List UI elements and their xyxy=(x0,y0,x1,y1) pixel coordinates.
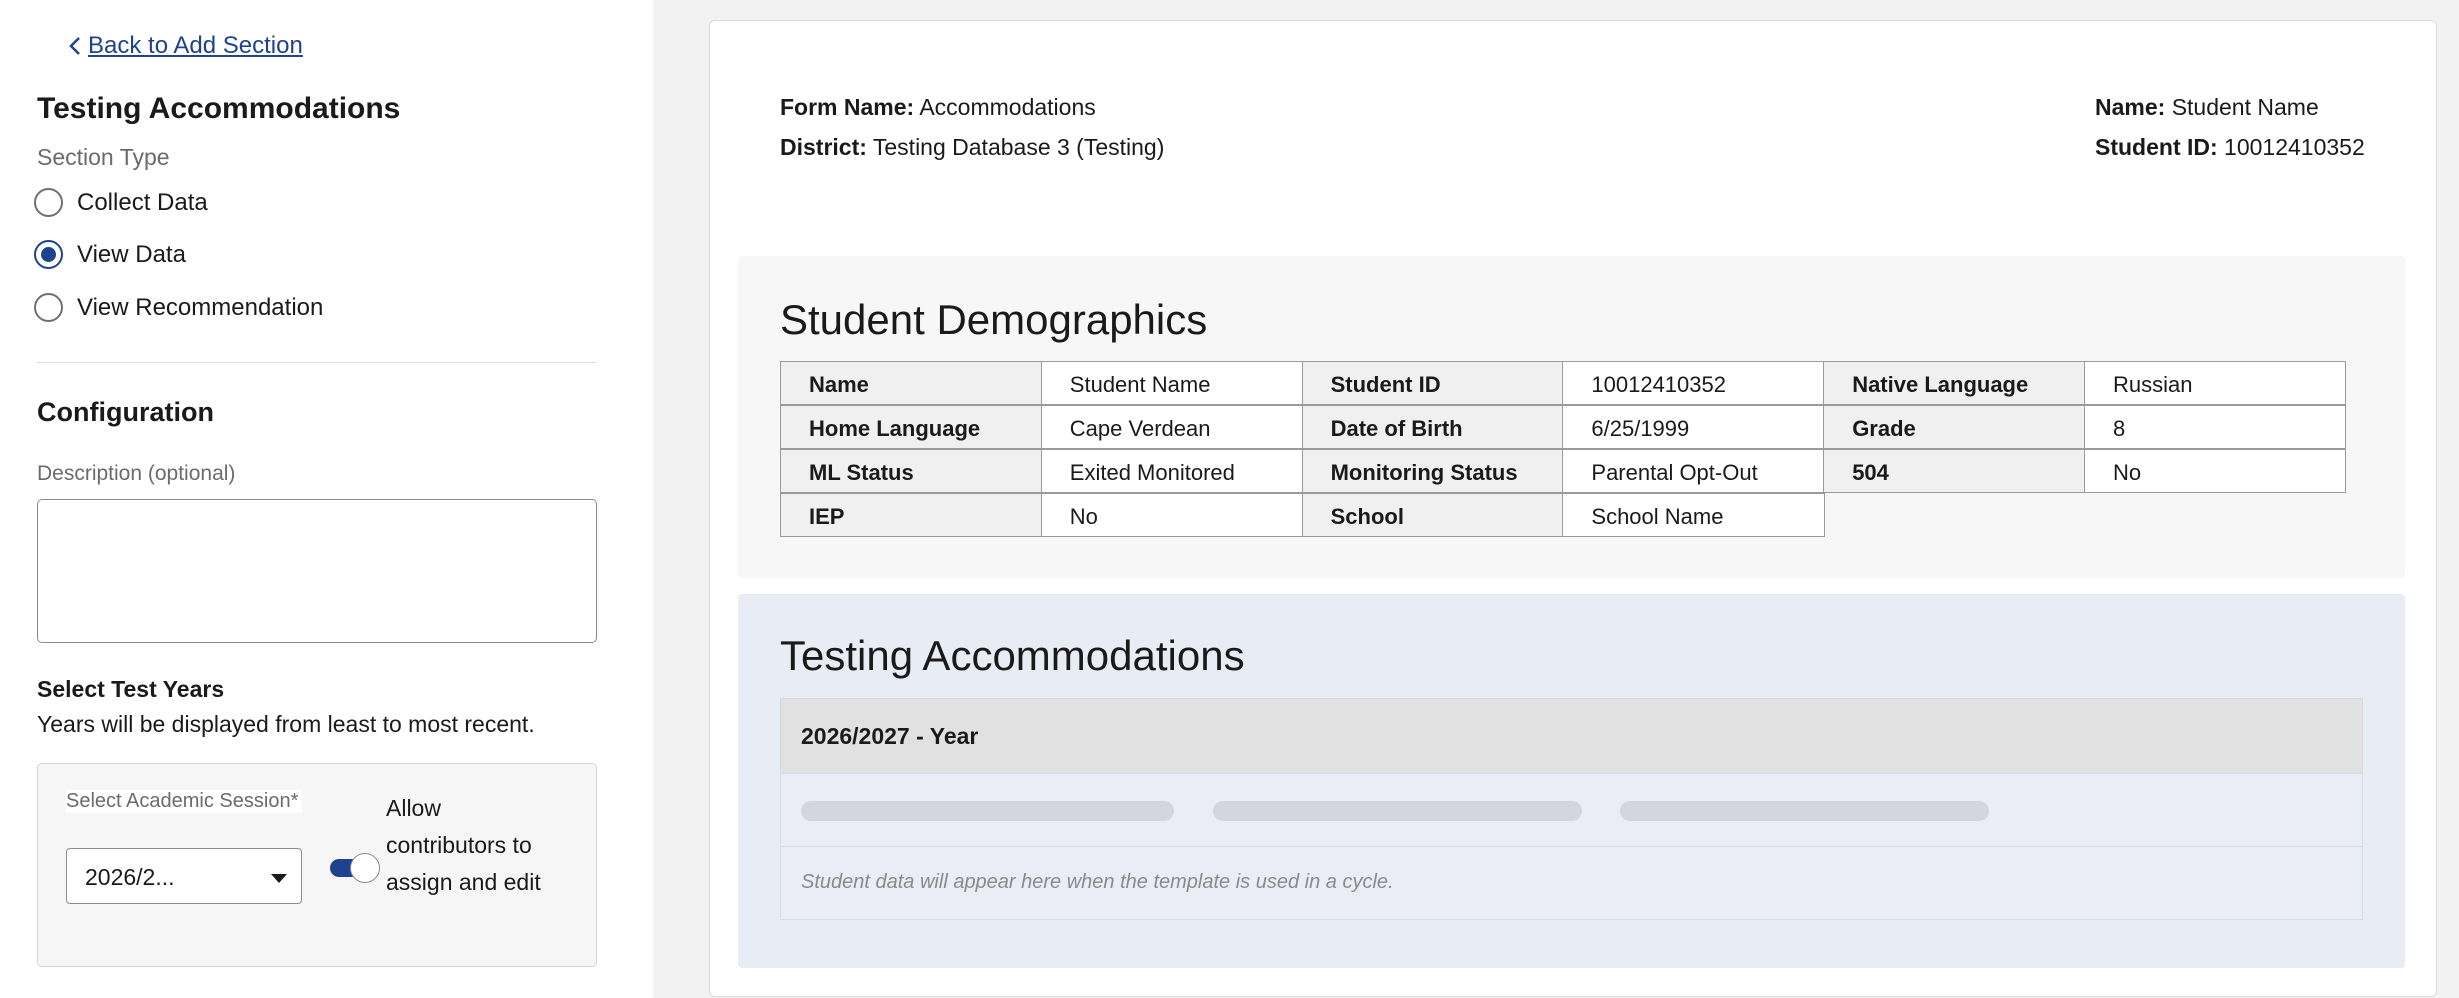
divider xyxy=(37,362,597,363)
placeholder-row xyxy=(780,773,2363,847)
caret-down-icon xyxy=(271,874,287,883)
table-value-cell: No xyxy=(1041,493,1303,537)
form-preview-card xyxy=(709,20,2437,997)
student-id-label: Student ID: xyxy=(2095,134,2218,160)
form-name-label: Form Name: xyxy=(780,94,915,120)
table-value-cell: School Name xyxy=(1562,493,1824,537)
table-value-cell: Parental Opt-Out xyxy=(1562,449,1824,493)
student-id-value: 10012410352 xyxy=(2224,134,2365,160)
section-type-label: Section Type xyxy=(37,144,170,170)
table-key-cell: Student ID xyxy=(1302,361,1564,405)
student-name-value: Student Name xyxy=(2171,94,2319,120)
year-header: 2026/2027 - Year xyxy=(780,698,2363,774)
academic-session-label: Select Academic Session* xyxy=(66,790,302,813)
radio-circle[interactable] xyxy=(34,293,63,322)
table-key-cell: School xyxy=(1302,493,1564,537)
district-value: Testing Database 3 (Testing) xyxy=(872,134,1165,160)
placeholder-bar xyxy=(1620,801,1989,821)
radio-label: View Data xyxy=(77,240,186,268)
table-row xyxy=(780,405,2354,449)
student-name-label: Name: xyxy=(2095,94,2166,120)
table-value-cell: No xyxy=(2084,449,2346,493)
placeholder-bar xyxy=(801,801,1174,821)
required-mark: * xyxy=(290,790,299,812)
table-key-cell: Name xyxy=(780,361,1042,405)
radio-label: Collect Data xyxy=(77,188,208,216)
table-value-cell: 6/25/1999 xyxy=(1562,405,1824,449)
placeholder-bar xyxy=(1213,801,1582,821)
district-label: District: xyxy=(780,134,867,160)
table-row xyxy=(780,493,2354,537)
student-id-line xyxy=(2095,134,2365,161)
table-value-cell: Student Name xyxy=(1041,361,1303,405)
table-key-cell: Grade xyxy=(1823,405,2085,449)
description-label: Description (optional) xyxy=(37,462,236,485)
radio-view-recommendation[interactable] xyxy=(34,293,323,322)
table-value-cell: Cape Verdean xyxy=(1041,405,1303,449)
section-title: Testing Accommodations xyxy=(37,92,401,125)
table-value-cell: 8 xyxy=(2084,405,2346,449)
table-key-cell: IEP xyxy=(780,493,1042,537)
radio-circle[interactable] xyxy=(34,188,63,217)
table-key-cell: ML Status xyxy=(780,449,1042,493)
table-key-cell: 504 xyxy=(1823,449,2085,493)
academic-session-box xyxy=(37,763,597,967)
table-row xyxy=(780,449,2354,493)
form-name-value: Accommodations xyxy=(919,94,1096,120)
form-name-line xyxy=(780,94,1096,121)
academic-session-value: 2026/2... xyxy=(85,864,175,890)
academic-session-select[interactable] xyxy=(66,848,302,904)
table-value-cell: 10012410352 xyxy=(1562,361,1824,405)
back-link-label: Back to Add Section xyxy=(88,32,303,59)
table-key-cell: Home Language xyxy=(780,405,1042,449)
configuration-heading: Configuration xyxy=(37,397,214,427)
table-value-cell: Exited Monitored xyxy=(1041,449,1303,493)
radio-view-data[interactable] xyxy=(34,240,186,269)
chevron-left-icon xyxy=(68,36,82,56)
toggle-knob xyxy=(350,853,380,883)
district-line xyxy=(780,134,1164,161)
student-name-line xyxy=(2095,94,2319,121)
allow-contributors-toggle[interactable] xyxy=(328,852,380,884)
description-textarea[interactable] xyxy=(37,499,597,643)
back-to-add-section-link[interactable] xyxy=(68,32,303,60)
radio-circle-selected[interactable] xyxy=(34,240,63,269)
select-test-years-heading: Select Test Years xyxy=(37,676,225,702)
section-editor-panel xyxy=(0,0,653,998)
placeholder-note: Student data will appear here when the template is used in a cycle. xyxy=(780,846,2363,920)
student-demographics-section xyxy=(738,256,2405,578)
radio-collect-data[interactable] xyxy=(34,188,208,217)
testing-accommodations-title: Testing Accommodations xyxy=(780,632,1245,679)
demographics-table xyxy=(780,361,2354,537)
testing-accommodations-section xyxy=(738,594,2405,968)
student-demographics-title: Student Demographics xyxy=(780,296,1208,343)
radio-label: View Recommendation xyxy=(77,293,324,321)
allow-contributors-label: Allow contributors to assign and edit xyxy=(386,795,541,895)
table-row xyxy=(780,361,2354,405)
table-key-cell: Date of Birth xyxy=(1302,405,1564,449)
table-key-cell: Monitoring Status xyxy=(1302,449,1564,493)
table-value-cell: Russian xyxy=(2084,361,2346,405)
table-key-cell: Native Language xyxy=(1823,361,2085,405)
test-years-help-text: Years will be displayed from least to most recent. xyxy=(37,711,535,737)
